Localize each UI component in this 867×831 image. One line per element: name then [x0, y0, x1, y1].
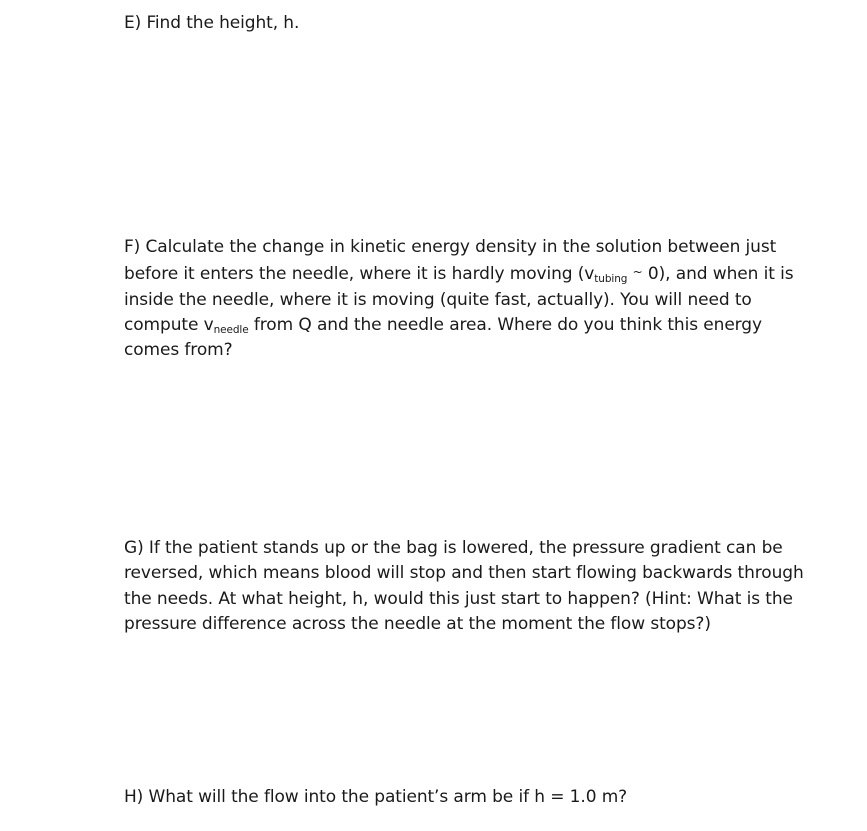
question-e [124, 11, 814, 36]
question-e-text: E) Find the height, h. [124, 13, 300, 33]
v-tubing-subscript: tubing [594, 273, 628, 286]
question-h [124, 785, 814, 810]
question-g-line-4: pressure difference across the needle at the moment the flow stops?) [124, 613, 711, 634]
question-f-line-3: inside the needle, where it is moving (quite fast, actually). You will need to [124, 289, 752, 310]
question-f-line-5: comes from? [124, 340, 233, 361]
question-f-line-2-start: before it enters the needle, where it is hardly moving (v [124, 264, 595, 285]
v-needle-subscript: needle [213, 323, 249, 336]
question-g-line-3: the needs. At what height, h, would this just start to happen? (Hint: What is the [124, 588, 793, 609]
question-f-line-4-end: from Q and the needle area. Where do you think this energy [248, 314, 762, 335]
question-h-text: H) What will the flow into the patient’s arm be if h = 1.0 m? [124, 787, 628, 807]
question-f-line-2-end: 0), and when it is [642, 264, 794, 285]
approx-tilde: ~ [632, 265, 643, 280]
question-f-line-1: F) Calculate the change in kinetic energy density in the solution between just [124, 237, 777, 257]
question-g-line-2: reversed, which means blood will stop and then start flowing backwards through [124, 563, 804, 584]
question-f-line-4-start: compute v [124, 314, 214, 335]
question-f-line-2 [124, 260, 814, 287]
question-f [124, 235, 814, 363]
question-g [124, 536, 814, 637]
question-f-line-4 [124, 313, 814, 338]
question-g-line-1: G) If the patient stands up or the bag is lowered, the pressure gradient can be [124, 538, 783, 558]
